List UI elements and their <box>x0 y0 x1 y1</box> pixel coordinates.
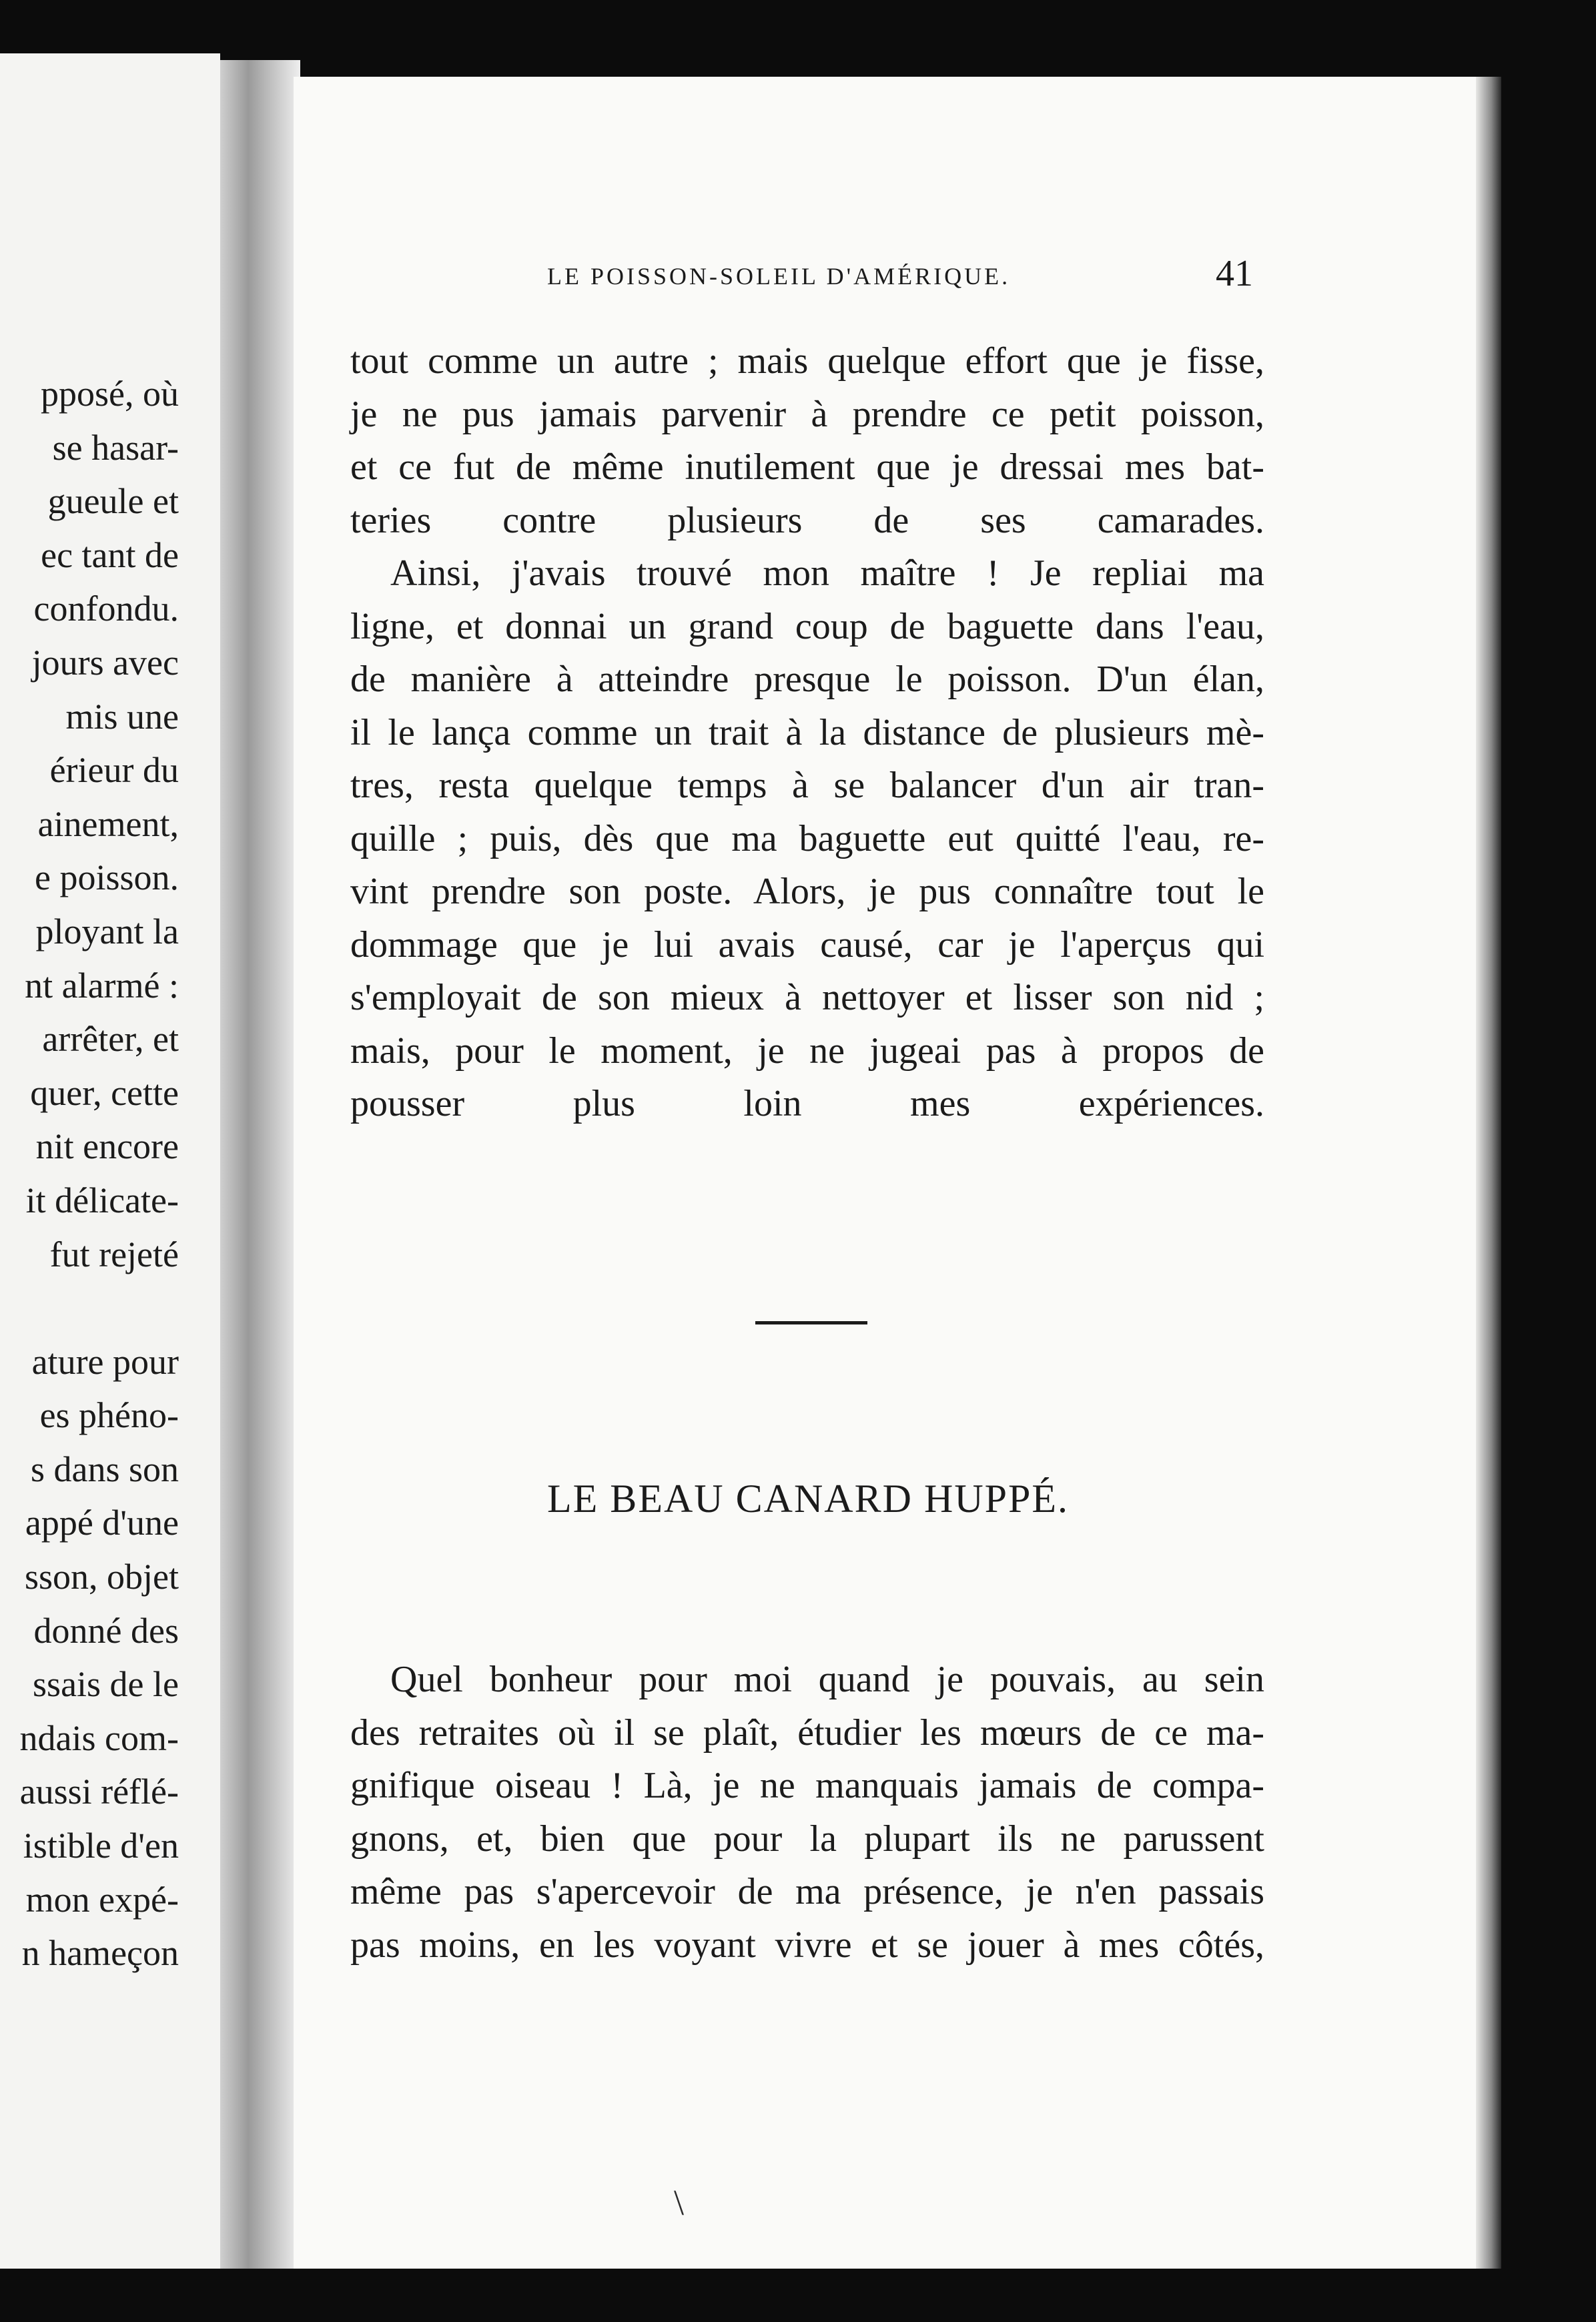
text-line: de manière à atteindre presque le poisson. D'un élan, <box>350 659 1264 700</box>
text-line: teries contre plusieurs de ses camarades. <box>350 499 1264 541</box>
left-line: aussi réflé- <box>19 1772 179 1812</box>
text-line: des retraites où il se plaît, étudier les mœurs de ce ma- <box>350 1711 1264 1754</box>
text-line: dommage que je lui avais causé, car je l'aperçus qui <box>350 923 1264 965</box>
left-line: ec tant de <box>41 534 179 575</box>
left-line: e poisson. <box>35 857 179 898</box>
left-line: ainement, <box>37 803 179 844</box>
left-line: érieur du <box>49 750 179 791</box>
page-edge-shadow <box>1476 77 1501 2269</box>
previous-page-text <box>0 367 179 1980</box>
text-line: tres, resta quelque temps à se balancer d'un air tran- <box>350 765 1264 806</box>
left-line: it délicate- <box>25 1180 179 1220</box>
left-line: istible d'en <box>23 1826 179 1866</box>
left-line: pposé, où <box>41 374 179 414</box>
left-line: ployant la <box>35 911 179 951</box>
left-line: donné des <box>33 1610 179 1651</box>
left-line: ndais com- <box>19 1717 179 1758</box>
text-line: gnifique oiseau ! Là, je ne manquais jamais de compa- <box>350 1765 1264 1806</box>
left-line: s dans son <box>30 1449 179 1489</box>
text-line: Quel bonheur pour moi quand je pouvais, au sein <box>390 1659 1264 1700</box>
left-line: es phéno- <box>39 1395 179 1436</box>
text-line: tout comme un autre ; mais quelque effort que je fisse, <box>350 340 1264 382</box>
left-line: ssais de le <box>33 1664 179 1705</box>
text-line: même pas s'apercevoir de ma présence, je n'en passais <box>350 1871 1264 1912</box>
text-line: il le lança comme un trait à la distance de plusieurs mè- <box>350 711 1264 753</box>
left-line: ature pour <box>31 1341 179 1382</box>
text-line: quille ; puis, dès que ma baguette eut quitté l'eau, re- <box>350 817 1264 859</box>
left-line: jours avec <box>31 642 179 683</box>
text-line: gnons, et, bien que pour la plupart ils ne parussent <box>350 1818 1264 1860</box>
left-line: fut rejeté <box>49 1234 179 1274</box>
text-line: Ainsi, j'avais trouvé mon maître ! Je repliai ma <box>390 552 1264 594</box>
section-title: LE BEAU CANARD HUPPÉ. <box>547 1477 1070 1521</box>
text-line: pousser plus loin mes expériences. <box>350 1083 1264 1124</box>
left-line: mon expé- <box>25 1879 179 1920</box>
text-line: et ce fut de même inutilement que je dressai mes bat- <box>350 446 1264 488</box>
paragraph <box>350 1653 1264 1972</box>
left-line: se hasar- <box>52 427 179 468</box>
bottom-page-mark: \ <box>674 2183 685 2223</box>
text-line: ligne, et donnai un grand coup de baguette dans l'eau, <box>350 605 1264 647</box>
left-line <box>0 1281 179 1335</box>
previous-page-fragment <box>0 53 220 2269</box>
text-line: je ne pus jamais parvenir à prendre ce petit poisson, <box>350 393 1264 435</box>
text-line: s'employait de son mieux à nettoyer et lisser son nid ; <box>350 977 1264 1018</box>
text-line: mais, pour le moment, je ne jugeai pas à propos de <box>350 1030 1264 1072</box>
left-line: mis une <box>65 696 179 737</box>
left-line: nt alarmé : <box>25 965 179 1006</box>
left-line: appé d'une <box>25 1503 179 1543</box>
section-divider <box>755 1321 867 1324</box>
running-head: LE POISSON-SOLEIL D'AMÉRIQUE. <box>547 263 1011 290</box>
left-line: arrêter, et <box>42 1019 179 1060</box>
left-line: n hameçon <box>21 1933 179 1974</box>
paragraph <box>350 547 1264 1131</box>
left-line: confondu. <box>33 589 179 629</box>
page-number: 41 <box>1216 253 1253 294</box>
book-gutter <box>220 60 300 2269</box>
paragraph-continuation <box>350 335 1264 547</box>
text-line: pas moins, en les voyant vivre et se jouer à mes côtés, <box>350 1924 1264 1966</box>
left-line: gueule et <box>47 481 179 522</box>
text-line: vint prendre son poste. Alors, je pus connaître tout le <box>350 871 1264 912</box>
left-line: quer, cette <box>30 1072 179 1113</box>
left-line: sson, objet <box>24 1557 179 1597</box>
left-line: nit encore <box>35 1126 179 1167</box>
